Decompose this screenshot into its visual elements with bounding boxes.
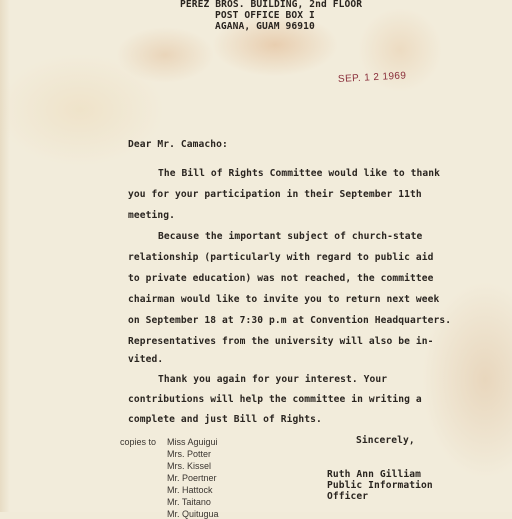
copies-name: Mr. Quitugua bbox=[167, 509, 219, 519]
body-line: meeting. bbox=[128, 210, 176, 221]
closing: Sincerely, bbox=[356, 435, 415, 446]
copies-name: Mrs. Kissel bbox=[167, 461, 212, 471]
body-line: on September 18 at 7:30 p.m at Convention Headquarters. bbox=[128, 315, 452, 326]
signature-title-line-2: Officer bbox=[327, 491, 369, 502]
body-line: you for your participation in their September 11th bbox=[128, 189, 422, 200]
copies-name: Mrs. Potter bbox=[167, 449, 212, 459]
copies-name: Mr. Taitano bbox=[167, 497, 211, 507]
letterhead-line-3: AGANA, GUAM 96910 bbox=[215, 21, 315, 32]
signature-title-line-1: Public Information bbox=[327, 480, 433, 491]
copies-name: Miss Aguigui bbox=[167, 437, 218, 447]
body-line: vited. bbox=[128, 354, 164, 365]
copies-name: Mr. Hattock bbox=[167, 485, 213, 495]
paper-edge-shadow bbox=[0, 0, 10, 512]
body-line: to private education) was not reached, the committee bbox=[128, 273, 434, 284]
copies-name: Mr. Poertner bbox=[167, 473, 217, 483]
body-line: The Bill of Rights Committee would like to thank bbox=[158, 168, 441, 179]
body-line: Because the important subject of church-state bbox=[158, 231, 423, 242]
copies-label: copies to bbox=[120, 437, 157, 447]
body-line: Thank you again for your interest. Your bbox=[158, 374, 388, 385]
body-line: relationship (particularly with regard to public aid bbox=[128, 252, 434, 263]
signature-name: Ruth Ann Gilliam bbox=[327, 469, 422, 480]
body-line: contributions will help the committee in writing a bbox=[128, 394, 422, 405]
letterhead-line-2: POST OFFICE BOX I bbox=[215, 10, 315, 21]
date-stamp: SEP. 1 2 1969 bbox=[337, 70, 407, 85]
salutation: Dear Mr. Camacho: bbox=[128, 139, 228, 150]
body-line: Representatives from the university will also be in- bbox=[128, 336, 434, 347]
body-line: complete and just Bill of Rights. bbox=[128, 414, 322, 425]
letterhead-line-1: PEREZ BROS. BUILDING, 2nd FLOOR bbox=[180, 0, 363, 10]
body-line: chairman would like to invite you to return next week bbox=[128, 294, 440, 305]
